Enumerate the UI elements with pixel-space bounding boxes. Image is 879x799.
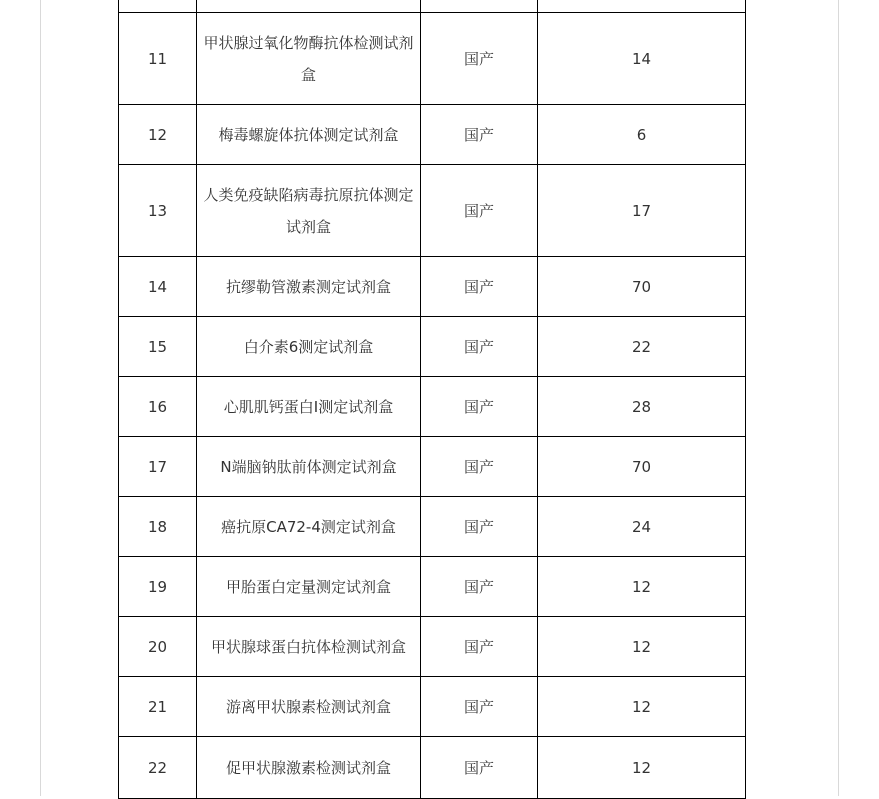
product-name: 抗缪勒管激素测定试剂盒: [197, 257, 421, 317]
table-cell: [119, 0, 197, 13]
product-name: 促甲状腺激素检测试剂盒: [197, 737, 421, 799]
origin: 国产: [421, 105, 538, 165]
product-name: 游离甲状腺素检测试剂盒: [197, 677, 421, 737]
row-number: 18: [119, 497, 197, 557]
product-name: 梅毒螺旋体抗体测定试剂盒: [197, 105, 421, 165]
quantity: 14: [538, 13, 746, 105]
table-row: [119, 557, 746, 617]
table-row: [119, 377, 746, 437]
quantity: 24: [538, 497, 746, 557]
origin: 国产: [421, 257, 538, 317]
row-number: 12: [119, 105, 197, 165]
origin: 国产: [421, 737, 538, 799]
product-name: 甲胎蛋白定量测定试剂盒: [197, 557, 421, 617]
origin: 国产: [421, 437, 538, 497]
row-number: 22: [119, 737, 197, 799]
row-number: 19: [119, 557, 197, 617]
row-number: 13: [119, 165, 197, 257]
table-row: [119, 317, 746, 377]
origin: 国产: [421, 165, 538, 257]
product-name: N端脑钠肽前体测定试剂盒: [197, 437, 421, 497]
table-row: [119, 437, 746, 497]
table-cell: [197, 0, 421, 13]
product-name: 甲状腺球蛋白抗体检测试剂盒: [197, 617, 421, 677]
table-row: [119, 165, 746, 257]
table-row: [119, 617, 746, 677]
reagent-table: [118, 0, 746, 799]
row-number: 15: [119, 317, 197, 377]
product-name: 癌抗原CA72-4测定试剂盒: [197, 497, 421, 557]
origin: 国产: [421, 617, 538, 677]
table-row: [119, 257, 746, 317]
quantity: 70: [538, 437, 746, 497]
row-number: 21: [119, 677, 197, 737]
quantity: 70: [538, 257, 746, 317]
origin: 国产: [421, 497, 538, 557]
table-cell: [421, 0, 538, 13]
quantity: 12: [538, 737, 746, 799]
table-row: [119, 105, 746, 165]
table-row: [119, 497, 746, 557]
row-number: 16: [119, 377, 197, 437]
row-number: 11: [119, 13, 197, 105]
quantity: 28: [538, 377, 746, 437]
origin: 国产: [421, 677, 538, 737]
row-number: 14: [119, 257, 197, 317]
table-row-partial: [119, 0, 746, 13]
product-name: 甲状腺过氧化物酶抗体检测试剂盒: [197, 13, 421, 105]
quantity: 17: [538, 165, 746, 257]
quantity: 12: [538, 557, 746, 617]
table-row: [119, 13, 746, 105]
row-number: 17: [119, 437, 197, 497]
product-name: 心肌肌钙蛋白I测定试剂盒: [197, 377, 421, 437]
quantity: 6: [538, 105, 746, 165]
table-cell: [538, 0, 746, 13]
origin: 国产: [421, 317, 538, 377]
origin: 国产: [421, 557, 538, 617]
row-number: 20: [119, 617, 197, 677]
quantity: 22: [538, 317, 746, 377]
quantity: 12: [538, 617, 746, 677]
table-row: [119, 737, 746, 799]
origin: 国产: [421, 377, 538, 437]
table-row: [119, 677, 746, 737]
product-name: 白介素6测定试剂盒: [197, 317, 421, 377]
origin: 国产: [421, 13, 538, 105]
quantity: 12: [538, 677, 746, 737]
product-name: 人类免疫缺陷病毒抗原抗体测定试剂盒: [197, 165, 421, 257]
